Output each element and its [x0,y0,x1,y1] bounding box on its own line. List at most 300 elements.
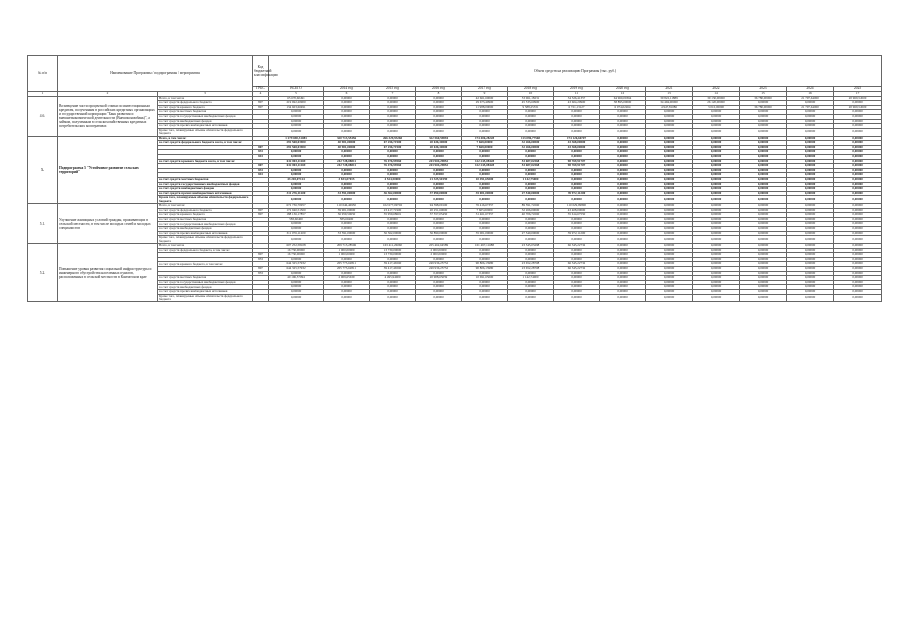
amount-cell: 0,00000 [787,119,834,124]
amount-cell: 0,00000 [646,124,693,129]
amount-cell: 0,00000 [554,271,600,276]
amount-cell: 0,00000 [693,248,740,253]
amount-cell: 0,00000 [834,262,882,267]
amount-cell: 0,00000 [554,182,600,187]
table-header [28,56,882,97]
amount-cell: 0,00000 [416,196,462,204]
amount-cell: 0,00000 [693,168,740,173]
amount-cell: 0,00000 [600,154,646,159]
column-number: 6 [324,91,370,96]
amount-cell: 0,00000 [646,267,693,272]
amount-cell: 35 001,00000 [462,231,508,236]
amount-cell: 0,00000 [646,217,693,222]
amount-cell: 0,00000 [416,154,462,159]
amount-cell: 0,00000 [740,101,787,106]
program-name: Подпрограмма 5 "Устойчивое развитие сельских территорий" [58,136,158,204]
amount-cell: 0,00000 [787,114,834,119]
amount-cell: 0,00000 [600,213,646,218]
amount-cell: 0,00000 [740,196,787,204]
amount-cell: 0,00000 [834,217,882,222]
funding-source: Всего, в том числе: [158,204,253,209]
amount-cell: 0,00000 [740,204,787,209]
amount-cell: 0,00000 [834,257,882,262]
amount-cell: 0,00000 [693,217,740,222]
amount-cell: 0,00000 [740,173,787,178]
amount-cell: 98 769,91707 [554,164,600,169]
amount-cell: 40 901,00000 [324,141,370,146]
amount-cell: 644 325,57932 [269,262,324,267]
amount-cell: 0,00000 [324,150,370,155]
grbs-code: 807 [253,101,269,106]
amount-cell: 0,00000 [646,187,693,192]
header-year: 2014 год [324,87,370,92]
amount-cell: 0,00000 [554,257,600,262]
row-number: 5. [28,136,58,204]
amount-cell: 0,00000 [787,222,834,227]
amount-cell: 0,00000 [693,136,740,141]
amount-cell: 0,00000 [740,222,787,227]
amount-cell: 36 780,00000 [740,96,787,101]
amount-cell: 0,00000 [508,217,554,222]
amount-cell: 0,00000 [462,280,508,285]
amount-cell: 0,00000 [740,164,787,169]
amount-cell: 0,00000 [787,173,834,178]
amount-cell: 0,00000 [646,227,693,232]
amount-cell: 0,00000 [600,267,646,272]
grbs-code: 833 [253,271,269,276]
amount-cell: 0,00000 [834,285,882,290]
amount-cell: 32 266,00000 [508,208,554,213]
amount-cell: 0,00000 [646,119,693,124]
amount-cell: 0,00000 [834,124,882,129]
grbs-code: 833 [253,150,269,155]
amount-cell: 0,00000 [508,114,554,119]
amount-cell: 0,00000 [834,271,882,276]
amount-cell: 0,00000 [787,244,834,249]
amount-cell: 0,00000 [462,168,508,173]
amount-cell: 0,00000 [834,114,882,119]
amount-cell: 0,00000 [787,267,834,272]
amount-cell: 43 604,20900 [554,101,600,106]
amount-cell: 0,00000 [693,187,740,192]
funding-source: за счет средств местных бюджетов [158,110,253,115]
amount-cell: 42 661,60000 [462,96,508,101]
amount-cell: 0,00000 [600,208,646,213]
grbs-code: 807 [253,208,269,213]
amount-cell: 110 029,99800 [554,204,600,209]
amount-cell: 35 001,00000 [462,191,508,196]
amount-cell: 0,00000 [646,150,693,155]
amount-cell: 7 668,00000 [462,145,508,150]
amount-cell: 0,00000 [740,227,787,232]
funding-source: за счет средств федерального бюджета, в том числе: [158,248,253,253]
amount-cell: 0,00000 [834,164,882,169]
amount-cell: 0,00000 [508,253,554,258]
amount-cell: 0,00000 [834,168,882,173]
amount-cell: 0,00000 [787,101,834,106]
amount-cell: 0,00000 [508,294,554,302]
amount-cell: 27 540,00000 [508,191,554,196]
amount-cell: 0,00000 [508,128,554,136]
amount-cell: 0,00000 [508,182,554,187]
amount-cell: 0,00000 [600,136,646,141]
amount-cell: 0,00000 [554,285,600,290]
amount-cell: 174 406,28228 [462,136,508,141]
amount-cell: 0,00000 [693,285,740,290]
amount-cell: 0,00000 [269,114,324,119]
amount-cell: 0,00000 [416,227,462,232]
amount-cell: 0,00000 [834,227,882,232]
amount-cell: 2 000,00000 [416,253,462,258]
amount-cell: 0,00000 [693,294,740,302]
amount-cell: 0,00000 [416,96,462,101]
amount-cell: 0,00000 [787,191,834,196]
amount-cell: 0,00000 [370,168,416,173]
amount-cell: 0,00000 [600,217,646,222]
amount-cell: 0,00000 [324,128,370,136]
amount-cell: 0,00000 [600,191,646,196]
amount-cell: 0,00000 [370,294,416,302]
column-number: 11 [554,91,600,96]
amount-cell: 0,00000 [834,222,882,227]
amount-cell: 0,00000 [740,244,787,249]
amount-cell: 0,00000 [600,150,646,155]
amount-cell: 0,00000 [787,204,834,209]
amount-cell: 0,00000 [416,124,462,129]
amount-cell: 0,00000 [834,101,882,106]
amount-cell: 0,00000 [646,204,693,209]
amount-cell: 0,00000 [508,150,554,155]
amount-cell: 0,00000 [646,177,693,182]
amount-cell: 0,00000 [646,110,693,115]
amount-cell: 0,00000 [370,227,416,232]
header-program: Наименование Программы / подпрограммы / мероприятия [58,56,253,92]
funding-source: за счет средств местных бюджетов [158,217,253,222]
grbs-code: 807 [253,253,269,258]
funding-source: за счет средств краевого бюджета [158,213,253,218]
amount-cell: 0,00000 [508,187,554,192]
header-year: 2017 год [462,87,508,92]
amount-cell: 0,00000 [269,168,324,173]
amount-cell: 0,00000 [646,280,693,285]
amount-cell: 98 769,91707 [554,159,600,164]
amount-cell: 0,00000 [324,294,370,302]
amount-cell: 0,00000 [600,294,646,302]
amount-cell: 0,00000 [740,276,787,281]
amount-cell: 0,00000 [740,191,787,196]
amount-cell: 0,00000 [787,128,834,136]
amount-cell: 0,00000 [600,173,646,178]
amount-cell: 0,00000 [269,227,324,232]
amount-cell: 0,00000 [600,128,646,136]
amount-cell: 0,00000 [462,253,508,258]
amount-cell: 0,00000 [462,119,508,124]
amount-cell: 0,00000 [462,222,508,227]
amount-cell: 0,00000 [462,271,508,276]
amount-cell: 0,00000 [646,262,693,267]
amount-cell: 0,00000 [787,294,834,302]
amount-cell: 0,00000 [554,110,600,115]
amount-cell: 174 126,66707 [554,136,600,141]
amount-cell: 0,00000 [269,173,324,178]
amount-cell: 0,00000 [462,236,508,244]
amount-cell: 0,00000 [370,173,416,178]
amount-cell: 0,00000 [462,217,508,222]
amount-cell: 6 721,13127 [554,105,600,110]
amount-cell: 43 203,07124 [269,177,324,182]
header-grbs: ГРБС [253,87,269,92]
amount-cell: 0,00000 [370,150,416,155]
amount-cell: 0,00000 [646,276,693,281]
amount-cell: 205 773,62811 [324,262,370,267]
amount-cell: 0,00000 [740,248,787,253]
amount-cell: 0,00000 [787,136,834,141]
column-number: 2 [58,91,158,96]
funding-source: за счет средств прочих внебюджетных источников [158,124,253,129]
amount-cell: 3 833,07015 [324,177,370,182]
amount-cell: 4 947,81086 [646,105,693,110]
amount-cell: 0,00000 [269,128,324,136]
amount-cell: 0,00000 [554,119,600,124]
amount-cell: 33 591,00000 [324,191,370,196]
amount-cell: 0,00000 [370,96,416,101]
amount-cell: 0,00000 [646,128,693,136]
amount-cell: 0,00000 [693,177,740,182]
amount-cell: 0,00000 [600,114,646,119]
amount-cell: 0,00000 [370,105,416,110]
amount-cell: 0,00000 [370,101,416,106]
row-number: 5.1. [28,204,58,244]
amount-cell: 0,00000 [834,280,882,285]
amount-cell: 249 936,25752 [416,267,462,272]
header-year: 2020 год [600,87,646,92]
amount-cell: 0,00000 [324,154,370,159]
funding-source: за счет средств государственных внебюджетных фондов [158,280,253,285]
amount-cell: 94 598,09100 [416,204,462,209]
amount-cell: 0,00000 [834,290,882,295]
amount-cell: 40 706,74560 [508,213,554,218]
amount-cell: 0,00000 [324,257,370,262]
amount-cell: 242 728,08811 [324,164,370,169]
amount-cell: 0,00000 [646,168,693,173]
amount-cell: 0,00000 [600,204,646,209]
header-year: 2019 год [554,87,600,92]
amount-cell: 20 969,54500 [834,105,882,110]
amount-cell: 0,00000 [600,124,646,129]
amount-cell: 0,00000 [269,290,324,295]
amount-cell: 65 670,60491 [269,96,324,101]
amount-cell: 0,00000 [740,110,787,115]
amount-cell: 0,00000 [787,154,834,159]
funding-source: за счет средств краевого бюджета [158,105,253,110]
amount-cell: 0,00000 [324,271,370,276]
amount-cell: 36 362,00000 [370,231,416,236]
amount-cell: 0,00000 [740,136,787,141]
amount-cell: 0,00000 [269,187,324,192]
amount-cell: 320 713,55456 [324,136,370,141]
amount-cell: 0,00000 [693,213,740,218]
amount-cell: 243 904,29852 [416,159,462,164]
amount-cell: 0,00000 [508,124,554,129]
amount-cell: 0,00000 [600,280,646,285]
amount-cell: 9 588,25331 [508,105,554,110]
amount-cell: 39 972,11200 [554,191,600,196]
amount-cell: 0,00000 [646,213,693,218]
amount-cell: 0,00000 [693,244,740,249]
amount-cell: 0,00000 [269,271,324,276]
amount-cell: 0,00000 [324,105,370,110]
amount-cell: 36 959,50650 [324,213,370,218]
amount-cell: 0,00000 [269,294,324,302]
grbs-code: 843 [253,173,269,178]
amount-cell: 39 417,46560 [370,262,416,267]
amount-cell: 0,00000 [834,204,882,209]
grbs-code [253,128,269,136]
amount-cell: 0,00000 [554,253,600,258]
amount-cell: 0,00000 [554,196,600,204]
amount-cell: 20 969,54500 [834,96,882,101]
amount-cell: 0,00000 [554,280,600,285]
amount-cell: 0,00000 [834,128,882,136]
grbs-code: 807 [253,105,269,110]
amount-cell: 0,00000 [693,141,740,146]
amount-cell: 90 806,13980 [462,267,508,272]
amount-cell: 0,00000 [834,196,882,204]
amount-cell: 0,00000 [646,231,693,236]
amount-cell: 0,00000 [554,128,600,136]
amount-cell: 34 326,41357 [554,96,600,101]
amount-cell: 2 909,65639 [324,276,370,281]
funding-source: за счет средств государственных внебюджетных фондов [158,114,253,119]
header-year: 2018 год [508,87,554,92]
amount-cell: 102 677,09702 [370,204,416,209]
amount-cell: 0,00000 [462,196,508,204]
amount-cell: 322 560,59894 [416,136,462,141]
amount-cell: 163 411,26060 [370,244,416,249]
amount-cell: 0,00000 [646,173,693,178]
amount-cell: 0,00000 [646,145,693,150]
grbs-code: 807 [253,213,269,218]
amount-cell: 0,00000 [693,236,740,244]
amount-cell: 39 822,11889 [646,96,693,101]
amount-cell: 0,00000 [462,114,508,119]
amount-cell: 32 266,00000 [508,145,554,150]
amount-cell: 34 494,00000 [646,101,693,106]
amount-cell: 0,00000 [834,159,882,164]
amount-cell: 644 325,57932 [269,267,324,272]
amount-cell: 20 908,65059 [416,276,462,281]
amount-cell: 0,00000 [787,276,834,281]
amount-cell: 0,00000 [740,257,787,262]
amount-cell: 0,00000 [324,290,370,295]
amount-cell: 0,00000 [834,244,882,249]
amount-cell: 249 936,25752 [416,262,462,267]
amount-cell: 0,00000 [740,182,787,187]
amount-cell: 20 251,60000 [416,208,462,213]
funding-source: Кроме того, планируемые объемы обязательств федерального бюджета [158,236,253,244]
amount-cell: 0,00000 [508,257,554,262]
amount-cell: 0,00000 [646,290,693,295]
amount-cell: 0,00000 [324,236,370,244]
grbs-code: 833 [253,168,269,173]
column-number: 17 [834,91,882,96]
funding-source: Всего, в том числе: [158,136,253,141]
funding-source: за счет средств прочих внебюджетных источников [158,231,253,236]
amount-cell: 0,00000 [416,114,462,119]
amount-cell: 0,00000 [646,136,693,141]
funding-source: Всего, в том числе [158,96,253,101]
amount-cell: 0,00000 [416,236,462,244]
amount-cell: 0,00000 [834,276,882,281]
amount-cell: 0,00000 [740,231,787,236]
amount-cell: 0,00000 [462,124,508,129]
amount-cell: 0,00000 [787,208,834,213]
amount-cell: 0,00000 [646,114,693,119]
amount-cell: 0,00000 [787,141,834,146]
amount-cell: 0,00000 [600,248,646,253]
amount-cell: 292 568,01900 [269,141,324,146]
amount-cell: 0,00000 [269,182,324,187]
amount-cell: 0,00000 [787,285,834,290]
amount-cell: 583,60400 [324,217,370,222]
funding-source: Кроме того, планируемые объемы обязательств федерального бюджета [158,196,253,204]
grbs-code: 807 [253,145,269,150]
amount-cell: 0,00000 [600,227,646,232]
amount-cell: 0,00000 [324,114,370,119]
amount-cell: 0,00000 [834,187,882,192]
amount-cell: 0,00000 [693,253,740,258]
amount-cell: 43 408,00000 [554,208,600,213]
amount-cell: 0,00000 [834,213,882,218]
amount-cell: 39 972,11200 [554,231,600,236]
amount-cell: 0,00000 [554,248,600,253]
header-year: 2016 год [416,87,462,92]
column-number: 3 [158,91,253,96]
funding-source: за счет средств внебюджетных фондов [158,187,253,192]
amount-cell: 0,00000 [554,227,600,232]
grbs-code: 807 [253,164,269,169]
amount-cell: 0,00000 [554,294,600,302]
amount-cell: 53 687,02568 [508,159,554,164]
amount-cell: 632 803,11169 [269,164,324,169]
amount-cell: 0,00000 [834,173,882,178]
amount-cell: 0,00000 [416,101,462,106]
amount-cell: 0,00000 [787,196,834,204]
amount-cell: 0,00000 [600,276,646,281]
amount-cell: 0,00000 [324,124,370,129]
amount-cell: 0,00000 [787,164,834,169]
funding-source: за счет средств прочих внебюджетных источников [158,191,253,196]
amount-cell: 35 614,67550 [554,213,600,218]
amount-cell: 31 461,67357 [462,213,508,218]
amount-cell: 0,00000 [600,164,646,169]
amount-cell: 0,00000 [508,154,554,159]
funding-source: за счет средств государственных внебюджетных фондов [158,182,253,187]
amount-cell: 0,00000 [693,267,740,272]
amount-cell: 0,00000 [324,168,370,173]
column-number: 13 [646,91,693,96]
amount-cell: 0,00000 [554,173,600,178]
amount-cell: 0,00000 [740,262,787,267]
amount-cell: 0,00000 [462,257,508,262]
amount-cell: 0,00000 [269,196,324,204]
amount-cell: 0,00000 [269,119,324,124]
amount-cell: 0,00000 [416,285,462,290]
amount-cell: 66 345,22732 [554,262,600,267]
amount-cell: 0,00000 [834,236,882,244]
amount-cell: 188 136,17857 [269,213,324,218]
amount-cell: 0,00000 [416,187,462,192]
